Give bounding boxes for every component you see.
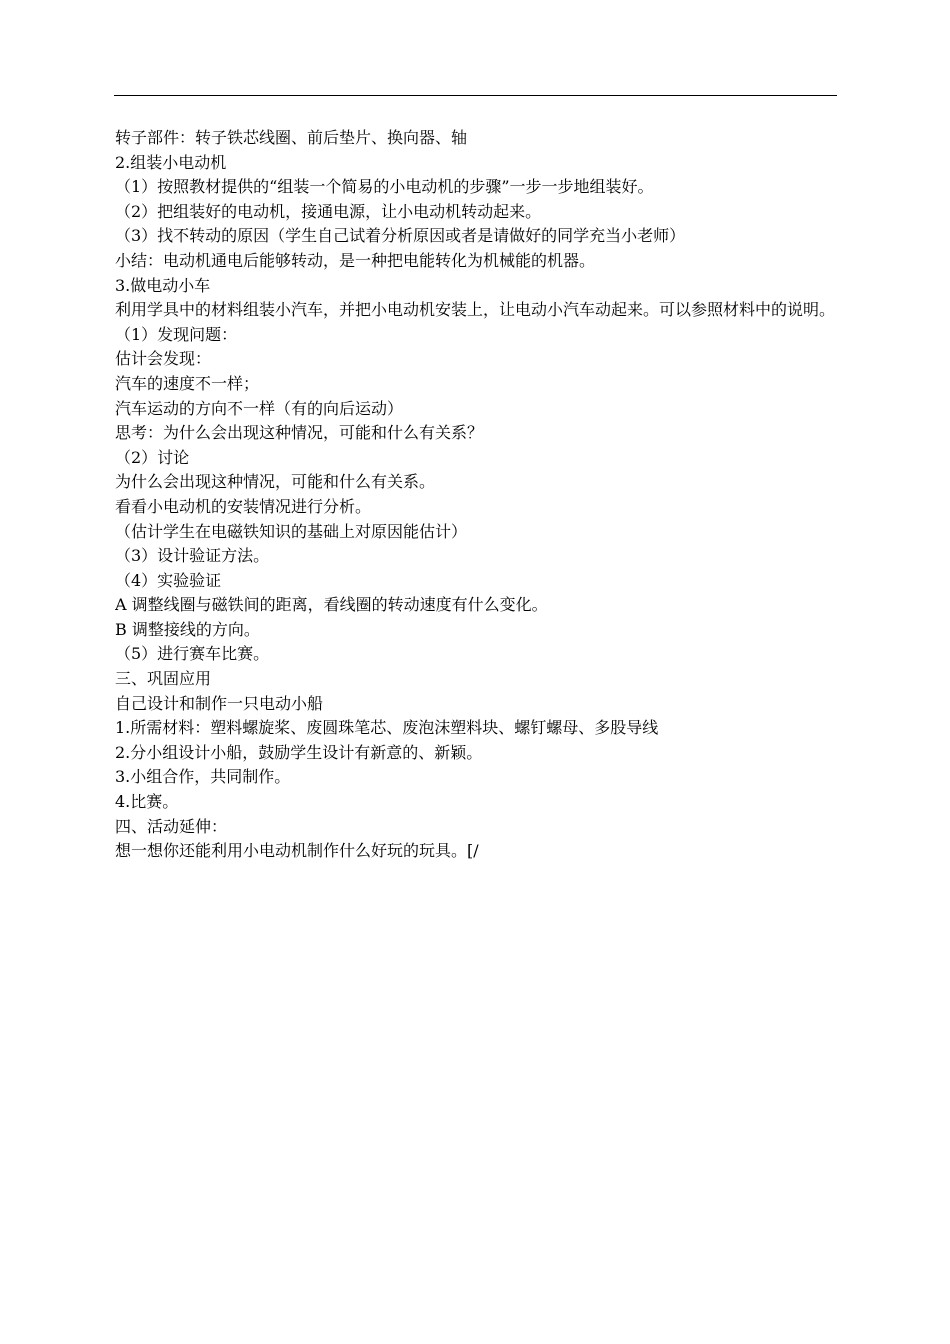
line-think: 思考：为什么会出现这种情况，可能和什么有关系？ bbox=[115, 423, 484, 443]
item-experiment: （4）实验验证 bbox=[115, 570, 222, 590]
heading-electric-car: 3.做电动小车 bbox=[115, 275, 211, 295]
line-competition: 4.比赛。 bbox=[115, 792, 179, 812]
line-estimate: 估计会发现： bbox=[115, 349, 212, 369]
heading-assemble-motor: 2.组装小电动机 bbox=[115, 152, 227, 172]
item-design-method: （3）设计验证方法。 bbox=[115, 546, 270, 566]
item-find-problem: （1）发现问题： bbox=[115, 324, 238, 344]
document-body bbox=[115, 126, 837, 864]
line-adjust-wiring: B 调整接线的方向。 bbox=[115, 619, 260, 639]
header-rule bbox=[114, 95, 837, 96]
line-cooperate: 3.小组合作，共同制作。 bbox=[115, 767, 291, 787]
step-1: （1）按照教材提供的“组装一个简易的小电动机的步骤”一步一步地组装好。 bbox=[115, 177, 654, 197]
heading-consolidate: 三、巩固应用 bbox=[115, 669, 212, 689]
line-materials: 1.所需材料：塑料螺旋桨、废圆珠笔芯、废泡沫塑料块、螺钉螺母、多股导线 bbox=[115, 718, 659, 738]
step-2: （2）把组装好的电动机，接通电源，让小电动机转动起来。 bbox=[115, 201, 542, 221]
line-analyze: 看看小电动机的安装情况进行分析。 bbox=[115, 496, 372, 516]
item-discuss: （2）讨论 bbox=[115, 447, 190, 467]
summary: 小结：电动机通电后能够转动，是一种把电能转化为机械能的机器。 bbox=[115, 250, 596, 270]
line-speed: 汽车的速度不一样； bbox=[115, 373, 260, 393]
step-3: （3）找不转动的原因（学生自己试着分析原因或者是请做好的同学充当小老师） bbox=[115, 226, 686, 246]
line-why: 为什么会出现这种情况，可能和什么有关系。 bbox=[115, 472, 436, 492]
paragraph-build-car: 利用学具中的材料组装小汽车，并把小电动机安装上，让电动小汽车动起来。可以参照材料中的说明。 bbox=[115, 300, 836, 320]
line-design-boat: 自己设计和制作一只电动小船 bbox=[115, 693, 324, 713]
line-group-design: 2.分小组设计小船，鼓励学生设计有新意的、新颖。 bbox=[115, 742, 483, 762]
line-think-toys: 想一想你还能利用小电动机制作什么好玩的玩具。[/ bbox=[115, 841, 479, 861]
heading-extension: 四、活动延伸： bbox=[115, 816, 228, 836]
line-adjust-distance: A 调整线圈与磁铁间的距离，看线圈的转动速度有什么变化。 bbox=[115, 595, 548, 615]
line-estimate-students: （估计学生在电磁铁知识的基础上对原因能估计） bbox=[115, 521, 468, 541]
line-rotor-parts: 转子部件：转子铁芯线圈、前后垫片、换向器、轴 bbox=[115, 128, 468, 147]
item-race: （5）进行赛车比赛。 bbox=[115, 644, 270, 664]
line-direction: 汽车运动的方向不一样（有的向后运动） bbox=[115, 398, 404, 418]
